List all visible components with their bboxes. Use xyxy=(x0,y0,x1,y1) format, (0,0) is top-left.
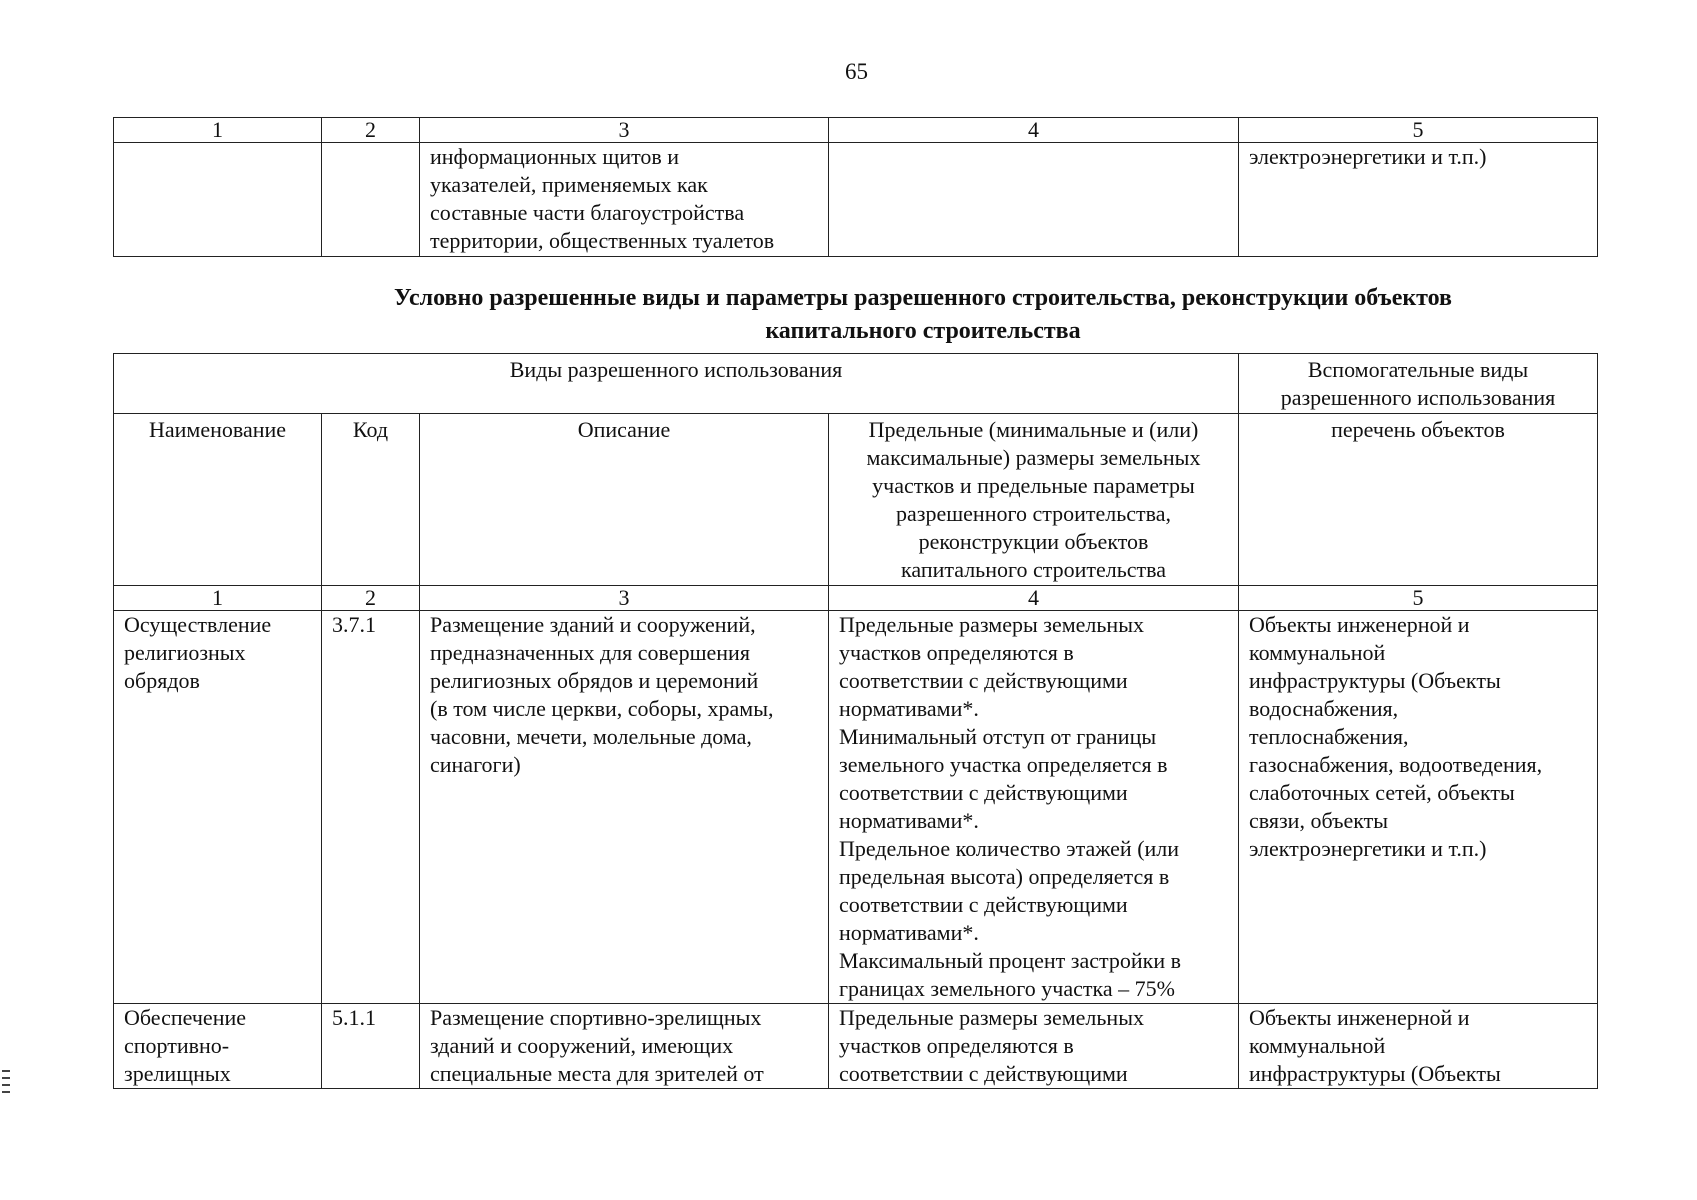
auxiliary-line: связи, объекты xyxy=(1249,808,1389,833)
auxiliary-group-header xyxy=(1239,354,1598,414)
auxiliary-line: газоснабжения, водоотведения, xyxy=(1249,752,1543,777)
name-cell xyxy=(114,611,322,1004)
permitted-uses-table xyxy=(113,353,1598,1089)
description-line: территории, общественных туалетов xyxy=(430,228,775,253)
group-header: Виды разрешенного использования xyxy=(114,354,1239,414)
name-cell xyxy=(114,1004,322,1089)
column-number: 4 xyxy=(829,118,1239,143)
auxiliary-line: электроэнергетики и т.п.) xyxy=(1249,144,1487,169)
auxiliary-line: электроэнергетики и т.п.) xyxy=(1249,836,1487,861)
description-cell xyxy=(420,1004,829,1089)
table-row xyxy=(114,1004,1598,1089)
parameters-line: соответствии с действующими xyxy=(839,892,1128,917)
auxiliary-line: Объекты инженерной и xyxy=(1249,1005,1470,1030)
parameters-line: Минимальный отступ от границы xyxy=(839,724,1157,749)
auxiliary-line: теплоснабжения, xyxy=(1249,724,1409,749)
table-row xyxy=(114,143,1598,257)
description-line: предназначенных для совершения xyxy=(430,640,750,665)
auxiliary-line: водоснабжения, xyxy=(1249,696,1399,721)
auxiliary-line: слаботочных сетей, объекты xyxy=(1249,780,1515,805)
column-header-row xyxy=(114,414,1598,586)
name-line: религиозных xyxy=(124,640,246,665)
description-line: указателей, применяемых как xyxy=(430,172,708,197)
column-number: 2 xyxy=(322,118,420,143)
column-number: 1 xyxy=(114,118,322,143)
scan-margin-marks xyxy=(2,1070,10,1110)
name-line: Осуществление xyxy=(124,612,272,637)
header-parameters-line: разрешенного строительства, xyxy=(896,501,1171,526)
header-parameters-line: участков и предельные параметры xyxy=(872,473,1195,498)
header-parameters-line: максимальные) размеры земельных xyxy=(866,445,1201,470)
description-line: (в том числе церкви, соборы, храмы, xyxy=(430,696,774,721)
name-line: зрелищных xyxy=(124,1061,231,1086)
parameters-line: соответствии с действующими xyxy=(839,1061,1128,1086)
section-heading xyxy=(200,282,1646,348)
description-cell xyxy=(420,143,829,257)
description-line: Размещение спортивно-зрелищных xyxy=(430,1005,762,1030)
header-code: Код xyxy=(322,414,420,586)
parameters-line: нормативами*. xyxy=(839,920,979,945)
parameters-line: земельного участка определяется в xyxy=(839,752,1168,777)
auxiliary-cell xyxy=(1239,1004,1598,1089)
column-number: 3 xyxy=(420,586,829,611)
code-cell xyxy=(322,143,420,257)
group-header-row xyxy=(114,354,1598,414)
parameters-line: соответствии с действующими xyxy=(839,780,1128,805)
name-line: обрядов xyxy=(124,668,200,693)
column-number: 5 xyxy=(1239,118,1598,143)
header-parameters-line: реконструкции объектов xyxy=(918,529,1149,554)
column-number: 3 xyxy=(420,118,829,143)
header-description: Описание xyxy=(420,414,829,586)
column-number: 1 xyxy=(114,586,322,611)
auxiliary-line: инфраструктуры (Объекты xyxy=(1249,1061,1501,1086)
parameters-cell xyxy=(829,1004,1239,1089)
auxiliary-line: инфраструктуры (Объекты xyxy=(1249,668,1501,693)
table-row xyxy=(114,611,1598,1004)
auxiliary-line: коммунальной xyxy=(1249,640,1386,665)
parameters-cell xyxy=(829,143,1239,257)
parameters-line: Предельные размеры земельных xyxy=(839,1005,1144,1030)
description-line: специальные места для зрителей от xyxy=(430,1061,764,1086)
description-line: информационных щитов и xyxy=(430,144,680,169)
parameters-line: предельная высота) определяется в xyxy=(839,864,1170,889)
header-name: Наименование xyxy=(114,414,322,586)
description-cell xyxy=(420,611,829,1004)
auxiliary-cell xyxy=(1239,611,1598,1004)
name-line: Обеспечение xyxy=(124,1005,246,1030)
header-parameters xyxy=(829,414,1239,586)
page-number: 65 xyxy=(845,59,868,84)
code-cell: 5.1.1 xyxy=(322,1004,420,1089)
auxiliary-line: Объекты инженерной и xyxy=(1249,612,1470,637)
parameters-line: участков определяются в xyxy=(839,640,1074,665)
auxiliary-line: коммунальной xyxy=(1249,1033,1386,1058)
parameters-cell xyxy=(829,611,1239,1004)
section-heading-line: капитального строительства xyxy=(765,318,1081,344)
column-number-row xyxy=(114,118,1598,143)
column-number-row xyxy=(114,586,1598,611)
auxiliary-header-line: Вспомогательные виды xyxy=(1307,357,1529,382)
parameters-line: участков определяются в xyxy=(839,1033,1074,1058)
description-line: составные части благоустройства xyxy=(430,200,745,225)
column-number: 5 xyxy=(1239,586,1598,611)
description-line: часовни, мечети, молельные дома, xyxy=(430,724,752,749)
parameters-line: Предельное количество этажей (или xyxy=(839,836,1180,861)
parameters-line: Предельные размеры земельных xyxy=(839,612,1144,637)
description-line: зданий и сооружений, имеющих xyxy=(430,1033,734,1058)
parameters-line: нормативами*. xyxy=(839,696,979,721)
section-heading-line: Условно разрешенные виды и параметры разрешенного строительства, реконструкции объектов xyxy=(393,285,1453,311)
code-cell: 3.7.1 xyxy=(322,611,420,1004)
parameters-line: Максимальный процент застройки в xyxy=(839,948,1181,973)
name-cell xyxy=(114,143,322,257)
continuation-table xyxy=(113,117,1598,257)
column-number: 2 xyxy=(322,586,420,611)
parameters-line: границах земельного участка – 75% xyxy=(839,976,1175,1001)
auxiliary-header-line: разрешенного использования xyxy=(1280,385,1556,410)
header-parameters-line: Предельные (минимальные и (или) xyxy=(868,417,1199,442)
description-line: религиозных обрядов и церемоний xyxy=(430,668,759,693)
parameters-line: нормативами*. xyxy=(839,808,979,833)
name-line: спортивно- xyxy=(124,1033,230,1058)
description-line: Размещение зданий и сооружений, xyxy=(430,612,756,637)
parameters-line: соответствии с действующими xyxy=(839,668,1128,693)
header-objects-list: перечень объектов xyxy=(1239,414,1598,586)
auxiliary-cell xyxy=(1239,143,1598,257)
column-number: 4 xyxy=(829,586,1239,611)
header-parameters-line: капитального строительства xyxy=(900,557,1167,582)
description-line: синагоги) xyxy=(430,752,521,777)
